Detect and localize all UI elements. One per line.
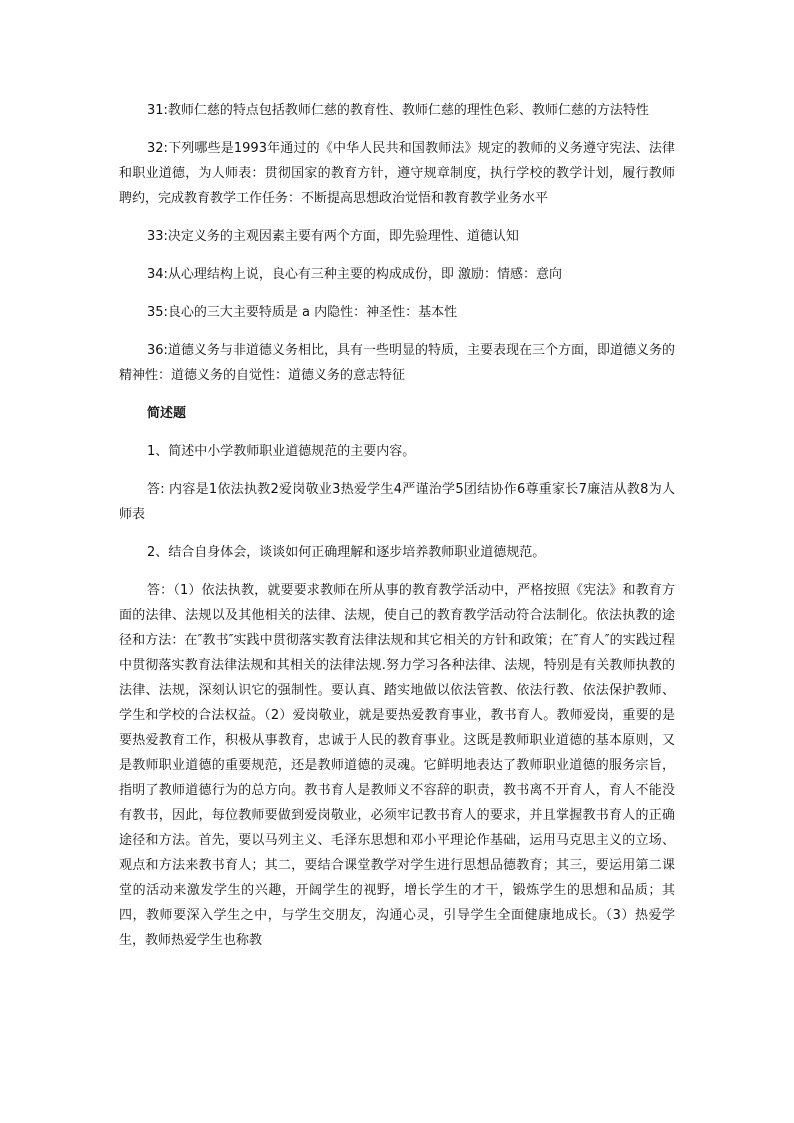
item-34: 34:从心理结构上说，良心有三种主要的构成成份，即 激励：情感：意向 — [147, 267, 563, 282]
item-31: 31:教师仁慈的特点包括教师仁慈的教育性、教师仁慈的理性色彩、教师仁慈的方法特性 — [147, 103, 649, 118]
question-2: 2、结合自身体会，谈谈如何正确理解和逐步培养教师职业道德规范。 — [147, 545, 546, 560]
answer-1: 答: 内容是1依法执教2爱岗敬业3热爱学生4严谨治学5团结协作6尊重家长7廉洁从教8为人师表 — [119, 482, 675, 522]
section-heading: 简述题 — [147, 406, 187, 421]
question-1: 1、简述中小学教师职业道德规范的主要内容。 — [147, 444, 416, 459]
item-32: 32:下列哪些是1993年通过的《中华人民共和国教师法》规定的教师的义务遵守宪法、法律和职业道德，为人师表：贯彻国家的教育方针，遵守规章制度，执行学校的教学计划，履行教师聘约，完成教育教学工作任务：不断提高思想政治觉悟和教育教学业务水平 — [119, 141, 675, 206]
item-35: 35:良心的三大主要特质是 a 内隐性：神圣性：基本性 — [147, 305, 458, 320]
answer-2: 答：（1）依法执教，就要要求教师在所从事的教育教学活动中，严格按照《宪法》和教育方面的法律、法规以及其他相关的法律、法规，使自己的教育教学活动符合法制化。依法执教的途径和方法：在″教书″实践中贯彻落实教育法律法规和其它相关的方针和政策；在″育人″的实践过程中贯彻落实教育法律法规和其相关的法律法规.努力学习各种法律、法规，特别是有关教师执教的法律、法规，深刻认识它的强制性。要认真、踏实地做以依法管教、依法行教、依法保护教师、学生和学校的合法权益。（2）爱岗敬业，就是要热爱教育事业，教书育人。教师爱岗，重要的是要热爱教育工作，积极从事教育，忠诚于人民的教育事业。这既是教师职业道德的基本原则，又是教师职业道德的重要规范，还是教师道德的灵魂。它鲜明地表达了教师职业道德的服务宗旨，指明了教师道德行为的总方向。教书育人是教师义不容辞的职责，教书离不开育人，育人不能没有教书，因此，每位教师要做到爱岗敬业，必须牢记教书育人的要求，并且掌握教书育人的正确途径和方法。首先，要以马列主义、毛泽东思想和邓小平理论作基础，运用马克思主义的立场、观点和方法来教书育人；其二，要结合课堂教学对学生进行思想品德教育；其三，要运用第二课堂的活动来激发学生的兴趣，开阔学生的视野，增长学生的才干，锻炼学生的思想和品质；其四，教师要深入学生之中，与学生交朋友，沟通心灵，引导学生全面健康地成长。（3）热爱学生，教师热爱学生也称教 — [119, 583, 675, 948]
item-36: 36:道德义务与非道德义务相比，具有一些明显的特质，主要表现在三个方面，即道德义务的精神性：道德义务的自觉性：道德义务的意志特征 — [119, 343, 675, 383]
item-33: 33:决定义务的主观因素主要有两个方面，即先验理性、道德认知 — [147, 229, 519, 244]
document-body — [119, 98, 675, 966]
